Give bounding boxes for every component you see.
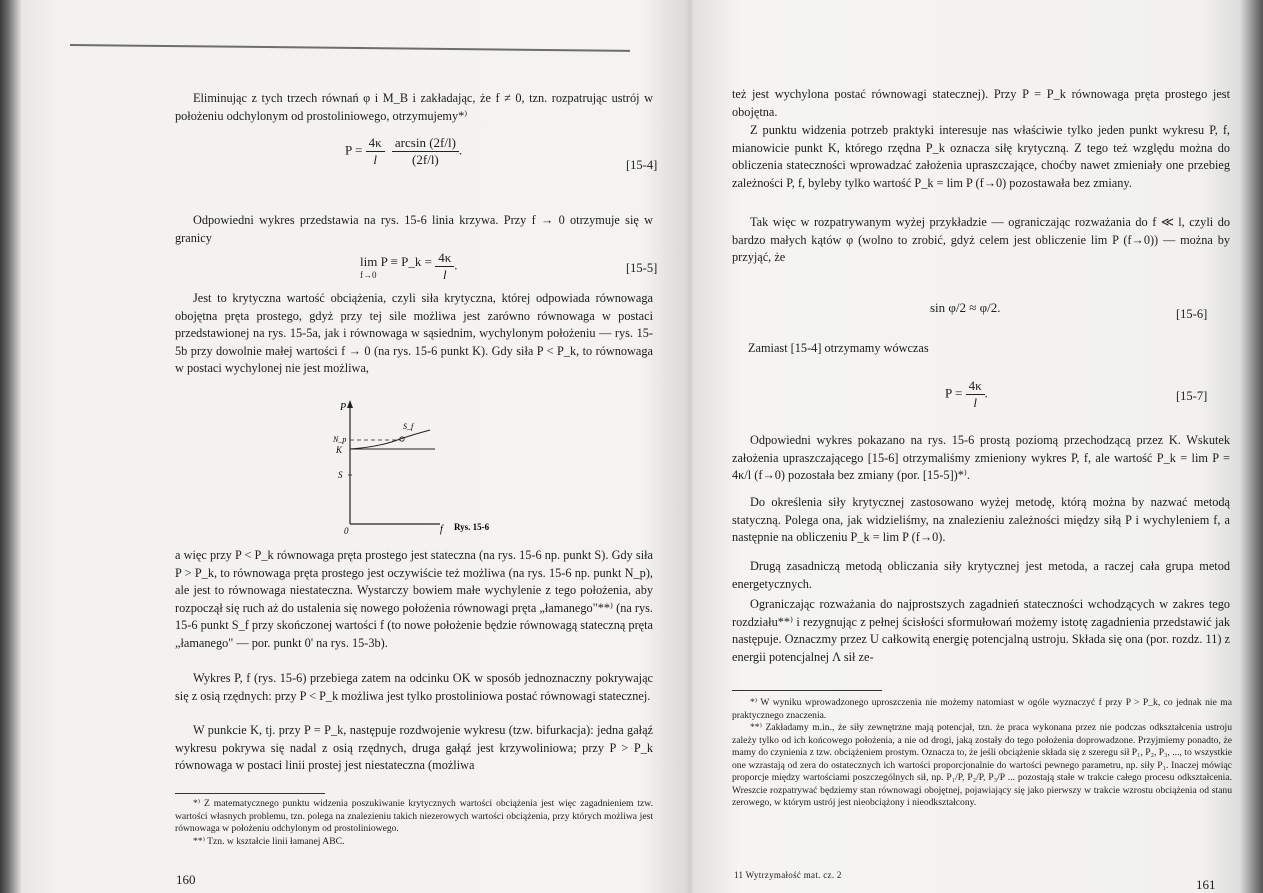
- right-page: [690, 0, 1263, 893]
- left-para-1: Eliminując z tych trzech równań φ i M_B i zakładając, że f ≠ 0, tzn. rozpatrując ustrój w położeniu odchylonym od prostoliniowego, otrzymujemy*⁾: [175, 91, 653, 123]
- left-para-3: Jest to krytyczna wartość obciążenia, czyli siła krytyczna, której odpowiada równowaga obojętna pręta prostego, gdyż przy tej sile możliwa jest zarówno równowaga w postaci przedstawionej na rys. 15-5a, jak i równowaga w sąsiednim, wychylonym położeniu — rys. 15-5b przy dowolnie małej wartości f → 0 (na rys. 15-6 punkt K). Gdy siła P < P_k, to równowaga w postaci wychylonej nie jest możliwa,: [175, 291, 653, 375]
- right-para-3: Tak więc w rozpatrywanym wyżej przykładzie — ograniczając rozważania do f ≪ l, czyli do bardzo małych kątów φ (wolno to zrobić, gdyż celem jest obliczenie lim P (f→0)) — można by przyjąć, że: [732, 215, 1230, 264]
- label-sf: S_f: [403, 422, 414, 431]
- equation-15-7: P = $\frac{4\kappa}{l}$ .: [945, 378, 988, 410]
- y-axis-arrow: [347, 400, 353, 408]
- right-page-number: 161: [1196, 877, 1216, 892]
- left-page-number: 160: [176, 872, 196, 887]
- label-origin: 0: [344, 526, 349, 536]
- right-para-6: Do określenia siły krytycznej zastosowano wyżej metodę, którą można by nazwać metodą statyczną. Polega ona, jak widzieliśmy, na znalezieniu zależności między siłą P i wychyleniem f, a następnie na obliczeniu P_k = lim P (f→0).: [732, 495, 1230, 544]
- label-k: K: [336, 445, 343, 455]
- equation-number-15-4: [15-4]: [626, 158, 658, 172]
- figure-15-6: [330, 396, 530, 536]
- right-para-8: Ograniczając rozważania do najprostszych zagadnień stateczności wchodzących w zakres tego rozdziału**⁾ i rezygnując z pełnej ścisłości sformułowań możemy istotę zagadnienia przedstawić jak następuje. Oznaczmy przez U całkowitą energię potencjalną ustroju. Składa się ona (por. rozdz. 11) z energii potencjalnej Λ sił ze-: [732, 597, 1230, 664]
- left-para-6: W punkcie K, tj. przy P = P_k, następuje rozdwojenie wykresu (tzw. bifurkacja): jedna gałąź wykresu pokrywa się nadal z osią rzędnych, druga gałąź jest krzywoliniowa; przy P > P_k równowaga w postaci linii prostej jest niestateczna (możliwa: [175, 723, 653, 772]
- axis-label-f: f: [440, 524, 443, 535]
- left-footnote-rule: [175, 793, 325, 794]
- equation-number-15-7: [15-7]: [1176, 389, 1208, 403]
- right-para-7: Drugą zasadniczą metodą obliczania siły krytycznej jest metoda, a raczej cała grupa metod energetycznych.: [732, 559, 1230, 591]
- equation-15-6: sin φ/2 ≈ φ/2.: [930, 300, 1001, 315]
- printer-signature: 11 Wytrzymałość mat. cz. 2: [734, 870, 842, 880]
- label-s: S: [338, 470, 343, 480]
- left-para-4: a więc przy P < P_k równowaga pręta prostego jest stateczna (na rys. 15-6 np. punkt S). Gdy siła P > P_k, to równowaga pręta prostego jest oczywiście też możliwa (na rys. 15-6 np. punkt N_p), ale jest to równowaga niestateczna. Wystarczy bowiem małe wychylenie z tego położenia, aby rozpoczął się ruch aż do ustalenia się nowego położenia równowagi pręta „łamanego"**⁾ (na rys. 15-6 punkt S_f przy skończonej wartości f (to nowe położenie będzie równowagą stateczną pręta „łamanego" — por. punkt 0' na rys. 15-3b).: [175, 548, 653, 650]
- figure-caption: Rys. 15-6: [454, 522, 490, 532]
- equation-number-15-5: [15-5]: [626, 261, 658, 275]
- equation-15-4: P = $\frac{4\kappa}{l}$ $\frac{\arcsin (2f/l)}{(2f/l)}$ .: [345, 135, 463, 167]
- equation-number-15-6: [15-6]: [1176, 307, 1208, 321]
- right-para-2: Z punktu widzenia potrzeb praktyki interesuje nas właściwie tylko jeden punkt wykresu P, f, mianowicie punkt K, którego rzędna P_k oznacza siłę krytyczną. Z tego też względu można do obliczenia stateczności wprowadzać założenia upraszczające, choćby nawet zmieniały one przebieg zależności P, f, byleby tylko wartość P_k = lim P (f→0) pozostawała bez zmiany.: [732, 123, 1230, 190]
- equation-15-5: lim P ≡ P_k = f→0 $\frac{4\kappa}{l}$ .: [360, 250, 458, 282]
- right-para-1: też jest wychylona postać równowagi statecznej). Przy P = P_k równowaga pręta prostego jest obojętna.: [732, 87, 1230, 119]
- right-footnote-rule: [732, 690, 882, 691]
- right-para-5: Odpowiedni wykres pokazano na rys. 15-6 prostą poziomą przechodzącą przez K. Wskutek założenia upraszczającego [15-6] otrzymaliśmy zmieniony wykres P, f, ale wartość P_k = lim P = 4κ/l (f→0) pozostała bez zmiany (por. [15-5])*⁾.: [732, 433, 1230, 482]
- axis-label-p: P: [340, 402, 347, 413]
- left-footnotes: *⁾ Z matematycznego punktu widzenia poszukiwanie krytycznych wartości obciążenia jest więc zagadnieniem tzw. wartości własnych problemu, tzn. polega na znalezieniu takich niezerowych wartości obciążenia, przy których możliwa jest równowaga w położeniu odchylonym od prostoliniowego. **⁾ Tzn. w kształcie linii łamanej ABC.: [175, 798, 653, 847]
- left-para-2: Odpowiedni wykres przedstawia na rys. 15-6 linia krzywa. Przy f → 0 otrzymuje się w granicy: [175, 213, 653, 245]
- bifurcation-curve: [350, 430, 430, 449]
- label-np: N_p: [333, 435, 347, 444]
- right-footnotes: *⁾ W wyniku wprowadzonego uproszczenia nie możemy natomiast w ogóle wyznaczyć f przy P > P_k, co jednak nie ma praktycznego znaczenia. **⁾ Zakładamy m.in., że siły zewnętrzne mają potencjał, tzn. że praca wykonana przez nie podczas odkształcenia ustroju zależy tylko od ich końcowego położenia, a nie od drogi, jaką zostały do tego położenia doprowadzone. Przyjmiemy ponadto, że mamy do czynienia z tzw. obciążeniem prostym. Oznacza to, że jeśli obciążenie składa się z szeregu sił P₁, P₂, P₃, ..., to wszystkie one wzrastają od zera do ostatecznych ich wartości proporcjonalnie do wartości pewnego parametru, np. siły P₁. Inaczej mówiąc proporcje między wartościami poszczególnych sił, np. P₁/P, P₂/P, P₃/P ... pozostają stałe w trakcie całego procesu odkształcenia. Wreszcie rozpatrywać będziemy stan równowagi obojętnej, pojawiający się jako pierwszy w trakcie wzrostu obciążenia od stanu zerowego, w którym ustrój jest nieobciążony i nieodkształcony.: [732, 697, 1232, 808]
- right-para-4: Zamiast [15-4] otrzymamy wówczas: [748, 341, 929, 355]
- left-para-5: Wykres P, f (rys. 15-6) przebiega zatem na odcinku OK w sposób jednoznaczny pokrywając się z osią rzędnych: przy P < P_k możliwa jest tylko prostoliniowa postać równowagi statecznej.: [175, 671, 653, 703]
